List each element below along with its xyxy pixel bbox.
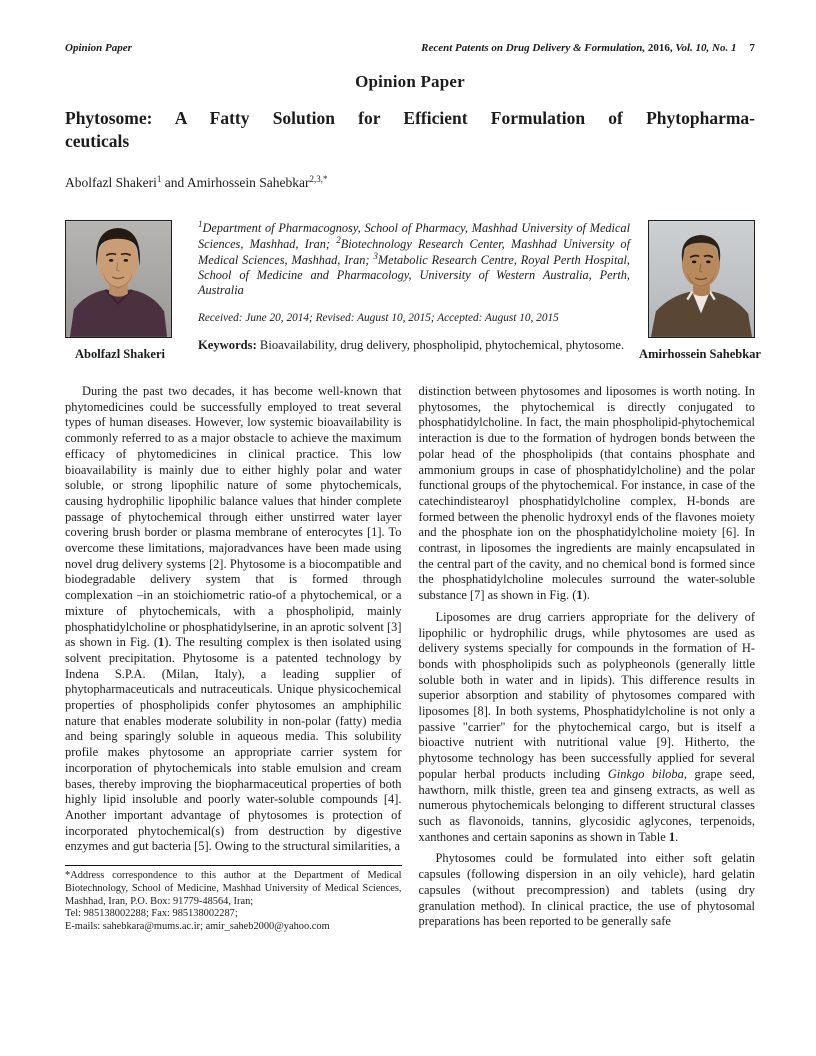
page-number: 7 bbox=[749, 42, 755, 54]
running-head bbox=[65, 42, 755, 54]
body-left-column bbox=[65, 384, 402, 934]
correspondence-emails: E-mails: sahebkara@mums.ac.ir; amir_saheb2000@yahoo.com bbox=[65, 921, 330, 933]
affiliations-text bbox=[198, 221, 630, 298]
body-right-column bbox=[419, 384, 756, 934]
author-name-1: Abolfazl Shakeri bbox=[65, 175, 157, 190]
paragraph-text: ). The resulting complex is then isolated using solvent precipitation. Phytosome is a patented technology by Indena S.P.A. (Milan, Italy), a leading supplier of phytopharmaceuticals and nutraceuticals. Unique physicochemical properties of phospholipids confer phytosomes an amphiphilic nature that enables moderate solubility in non-polar (fatty) media and being sparingly soluble in aqueous media. This solubility profile makes phytosome an appropriate carrier system for incorporation of phytochemicals into stable emulsion and cream bases, thereby improving the biopharmaceutical properties of both highly lipid insoluble and poorly water-soluble compounds [4]. Another important advantage of phytosomes is protection of incorporated phytochemical(s) from destruction by digestive enzymes and gut bacteria [5]. Owing to the structural similarities, a bbox=[65, 635, 402, 854]
paragraph-text: ). bbox=[582, 588, 590, 603]
affiliation-1: Department of Pharmacognosy, School of Pharmacy, Mashhad University of Medical Sciences, Mashhad, Iran; bbox=[198, 221, 630, 251]
portrait-shakeri-image bbox=[65, 220, 172, 338]
correspondence-tel-fax: Tel: 985138002288; Fax: 985138002287; bbox=[65, 908, 238, 920]
author-connector: and bbox=[161, 175, 187, 190]
paragraph-text: , grape seed, hawthorn, milk thistle, green tea and ginseng extracts, as well as numerous phytochemicals belonging to different structural classes such as flavonoids, tannins, glycosidic aglycones, terpenoids, xanthones and certain saponins as shown in Table bbox=[418, 766, 755, 844]
body-paragraph-2 bbox=[419, 610, 756, 846]
paragraph-text: . bbox=[675, 829, 679, 844]
received-revised-accepted-dates: Received: June 20, 2014; Revised: August 10, 2015; Accepted: August 10, 2015 bbox=[198, 311, 559, 324]
correspondence-address: *Address correspondence to this author at the Department of Medical Biotechnology, School of Medicine, Mashhad University of Medical Sciences, Mashhad, Iran, P.O. Box: 91779-48564, Iran; bbox=[65, 870, 402, 907]
running-head-journal-info bbox=[421, 42, 755, 54]
figure-ref-number: 1 bbox=[158, 635, 165, 650]
journal-name: Recent Patents on Drug Delivery & Formulation, bbox=[421, 42, 646, 54]
keywords-label: Keywords: bbox=[198, 337, 257, 352]
portrait-caption-shakeri: Abolfazl Shakeri bbox=[75, 347, 165, 361]
affiliation-sup-2: 2 bbox=[336, 234, 341, 245]
keywords-text: Bioavailability, drug delivery, phospholipid, phytochemical, phytosome. bbox=[256, 337, 625, 352]
article-type-heading: Opinion Paper bbox=[355, 72, 465, 91]
table-ref-number: 1 bbox=[668, 829, 676, 844]
keywords-line bbox=[198, 338, 630, 354]
body-paragraph-1 bbox=[65, 384, 402, 855]
journal-volume: Vol. 10, No. 1 bbox=[672, 42, 737, 54]
figure-ref-number: 1 bbox=[576, 588, 583, 603]
portrait-caption-sahebkar: Amirhossein Sahebkar bbox=[639, 347, 761, 361]
paragraph-text: Liposomes are drug carriers appropriate for the delivery of lipophilic or hydrophilic drugs, while phytosomes are used as delivery systems specially for compounds in the formation of H-bonds with phospholipids such as polypheonols (generally little soluble both in water and in lipids). This difference results in superior absorption and stability of phytosomes compared with liposomes [8]. In both systems, Phosphatidylcholine is not only a passive "carrier" for the phytochemical cargo, but is itself a bioactive nutrient with nutritional value [9]. Hitherto, the phytosome technology has been successfully applied for several popular herbal products including bbox=[418, 609, 755, 781]
portrait-sahebkar-image bbox=[648, 220, 755, 338]
author-info-row bbox=[65, 219, 761, 362]
author-photo-block-left bbox=[65, 220, 174, 362]
article-body bbox=[65, 384, 755, 934]
footnote-divider bbox=[65, 865, 402, 866]
author-photo-block-right bbox=[639, 220, 761, 362]
author-affiliation-sup-2: 2,3,* bbox=[309, 174, 328, 184]
affiliation-sup-1: 1 bbox=[198, 219, 203, 229]
article-title bbox=[65, 107, 755, 153]
author-line bbox=[65, 175, 755, 191]
author-name-2: Amirhossein Sahebkar bbox=[186, 175, 310, 190]
author-affiliation-sup-1: 1 bbox=[156, 174, 162, 184]
article-title-line1: Phytosome: A Fatty Solution for Efficient Formulation of Phytopharma- bbox=[65, 108, 755, 128]
running-head-article-type: Opinion Paper bbox=[65, 42, 132, 54]
body-paragraph-1-continued bbox=[419, 384, 756, 604]
affiliation-2: Biotechnology Research Center, Mashhad University of Medical Sciences, Mashhad, Iran; bbox=[198, 236, 631, 267]
paragraph-text: During the past two decades, it has become well-known that phytomedicines could be successfully employed to treat several types of human diseases. However, low systemic bioavailability is commonly referred to as a major obstacle to achieve the maximum efficacy of phytomedicines in clinical practice. This low bioavailability is mainly due to either highly polar and water soluble, or strong lipophilic nature of some phytochemicals, causing hydrophilic lipophilic balance values that hinder complete passage of phytochemical through either unstirred water layer covering brush border or plasma membrane of enterocytes [1]. To overcome these limitations, majoradvances have been made using novel drug delivery systems [2]. Phytosome is a biocompatible and biodegradable delivery system that is formed through complexation –in an stoichiometric ratio-of a phytochemical, or a mixture of phytochemicals, with a phospholipid, mainly phosphatidylcholine or phosphatidylserine, in an aprotic solvent [3] as shown in Fig. ( bbox=[65, 384, 402, 650]
affiliation-3: Metabolic Research Centre, Royal Perth Hospital, School of Medicine and Pharmacology, University of Western Australia, Perth, Australia bbox=[198, 252, 630, 298]
species-name-italic: Ginkgo biloba bbox=[607, 766, 684, 781]
affiliation-sup-3: 3 bbox=[373, 250, 378, 261]
article-title-line2: ceuticals bbox=[65, 131, 130, 151]
body-paragraph-3: Phytosomes could be formulated into either soft gelatin capsules (following dispersion in an oily vehicle), hard gelatin capsules (without precompression) and tablets (using dry granulation method). In clinical practice, the use of phytosomal preparations has been reported to be generally safe bbox=[418, 851, 755, 929]
correspondence-footnote bbox=[65, 865, 402, 934]
affiliation-block bbox=[174, 220, 643, 362]
journal-year: 2016, bbox=[645, 42, 673, 54]
paragraph-text: distinction between phytosomes and liposomes is worth noting. In phytosomes, the phytochemical is directly conjugated to phosphatidylcholine. In fact, the main phospholipid-phytochemical interaction is due to the formation of hydrogen bonds between the polar head of the phospholipids (that contains phosphate and ammonium groups in case of phosphatidylcholine) and the polar functional groups of the phytochemical. For instance, in case of the catechindistearoyl phosphatidylcholine complex, H-bonds are formed between the phenolic hydroxyl ends of the flavones moiety and the phosphate ion on the phosphatidylcholine moiety [6]. In contrast, in liposomes the ingredients are mainly encapsulated in the central part of the cavity, and no chemical bond is formed since the phosphatidylcholine molecules surround the water-soluble substance [7] as shown in Fig. ( bbox=[418, 384, 755, 603]
